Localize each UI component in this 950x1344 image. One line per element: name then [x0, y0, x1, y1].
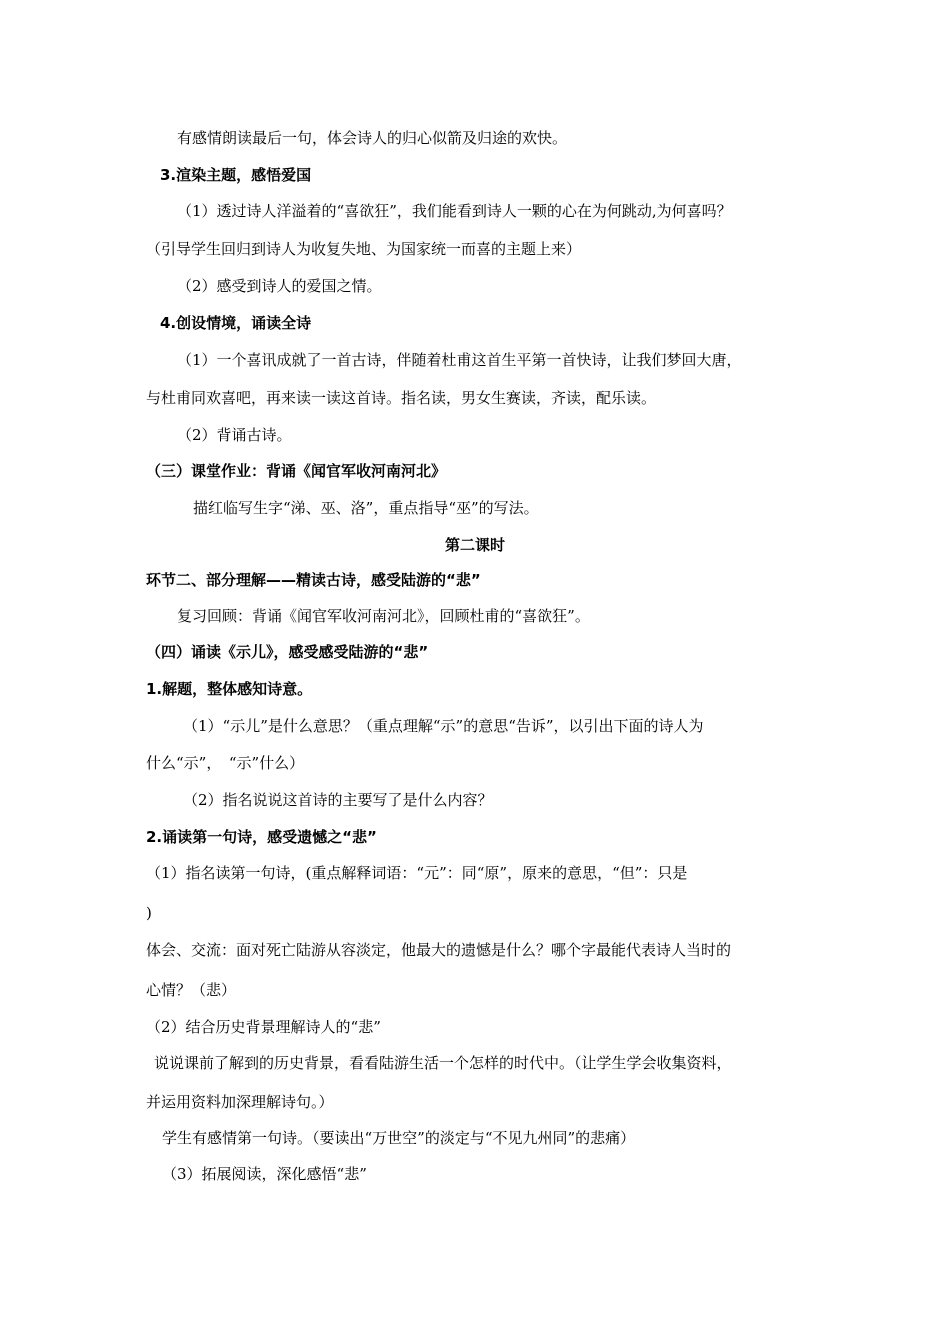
- paragraph-line: 体会、交流：面对死亡陆游从容淡定，他最大的遗憾是什么？哪个字最能代表诗人当时的: [146, 941, 732, 959]
- paragraph-line: 有感情朗读最后一句，体会诗人的归心似箭及归途的欢快。: [177, 129, 568, 147]
- paragraph-line: （1）一个喜讯成就了一首古诗，伴随着杜甫这首生平第一首快诗，让我们梦回大唐，: [177, 351, 742, 369]
- lesson-title: 第二课时: [444, 536, 505, 554]
- paragraph-line: （2）结合历史背景理解诗人的“悲”: [146, 1018, 381, 1036]
- section-heading: 3.渲染主题，感悟爱国: [160, 166, 312, 184]
- paragraph-line: 并运用资料加深理解诗句。）: [146, 1093, 334, 1111]
- paragraph-line: （2）背诵古诗。: [177, 426, 292, 444]
- paragraph-line: （1）指名读第一句诗，(重点解释词语：“元”：同“原”，原来的意思，“但”：只是: [146, 864, 688, 882]
- section-heading: 4.创设情境，诵读全诗: [160, 314, 312, 332]
- section-heading: 环节二、部分理解——精读古诗，感受陆游的“悲”: [146, 571, 481, 589]
- section-heading: （四）诵读《示儿》，感受感受陆游的“悲”: [146, 643, 429, 661]
- paragraph-line: 什么“示”， “示”什么）: [146, 754, 305, 772]
- paragraph-line: 复习回顾：背诵《闻官军收河南河北》，回顾杜甫的“喜欲狂”。: [177, 607, 590, 625]
- paragraph-line: 学生有感情第一句诗。（要读出“万世空”的淡定与“不见九州同”的悲痛）: [162, 1129, 636, 1147]
- paragraph-line: 描红临写生字“涕、巫、洛”，重点指导“巫”的写法。: [193, 499, 539, 517]
- paragraph-line: （2）指名说说这首诗的主要写了是什么内容？: [183, 791, 493, 809]
- section-heading: 1.解题，整体感知诗意。: [146, 680, 313, 698]
- paragraph-line: ): [146, 904, 152, 922]
- paragraph-line: （2）感受到诗人的爱国之情。: [177, 277, 382, 295]
- paragraph-line: 说说课前了解到的历史背景，看看陆游生活一个怎样的时代中。（让学生学会收集资料，: [154, 1054, 732, 1072]
- paragraph-line: （1）透过诗人洋溢着的“喜欲狂”，我们能看到诗人一颗的心在为何跳动,为何喜吗？: [177, 202, 732, 220]
- paragraph-line: （1）“示儿”是什么意思？（重点理解“示”的意思“告诉”，以引出下面的诗人为: [183, 717, 704, 735]
- paragraph-line: （3）拓展阅读，深化感悟“悲”: [162, 1165, 367, 1183]
- section-heading: 2.诵读第一句诗，感受遗憾之“悲”: [146, 828, 377, 846]
- paragraph-line: 与杜甫同欢喜吧，再来读一读这首诗。指名读，男女生赛读，齐读，配乐读。: [146, 389, 657, 407]
- paragraph-line: 心情？（悲）: [146, 981, 237, 999]
- section-heading: （三）课堂作业：背诵《闻官军收河南河北》: [146, 462, 447, 480]
- paragraph-line: （引导学生回归到诗人为收复失地、为国家统一而喜的主题上来）: [146, 240, 582, 258]
